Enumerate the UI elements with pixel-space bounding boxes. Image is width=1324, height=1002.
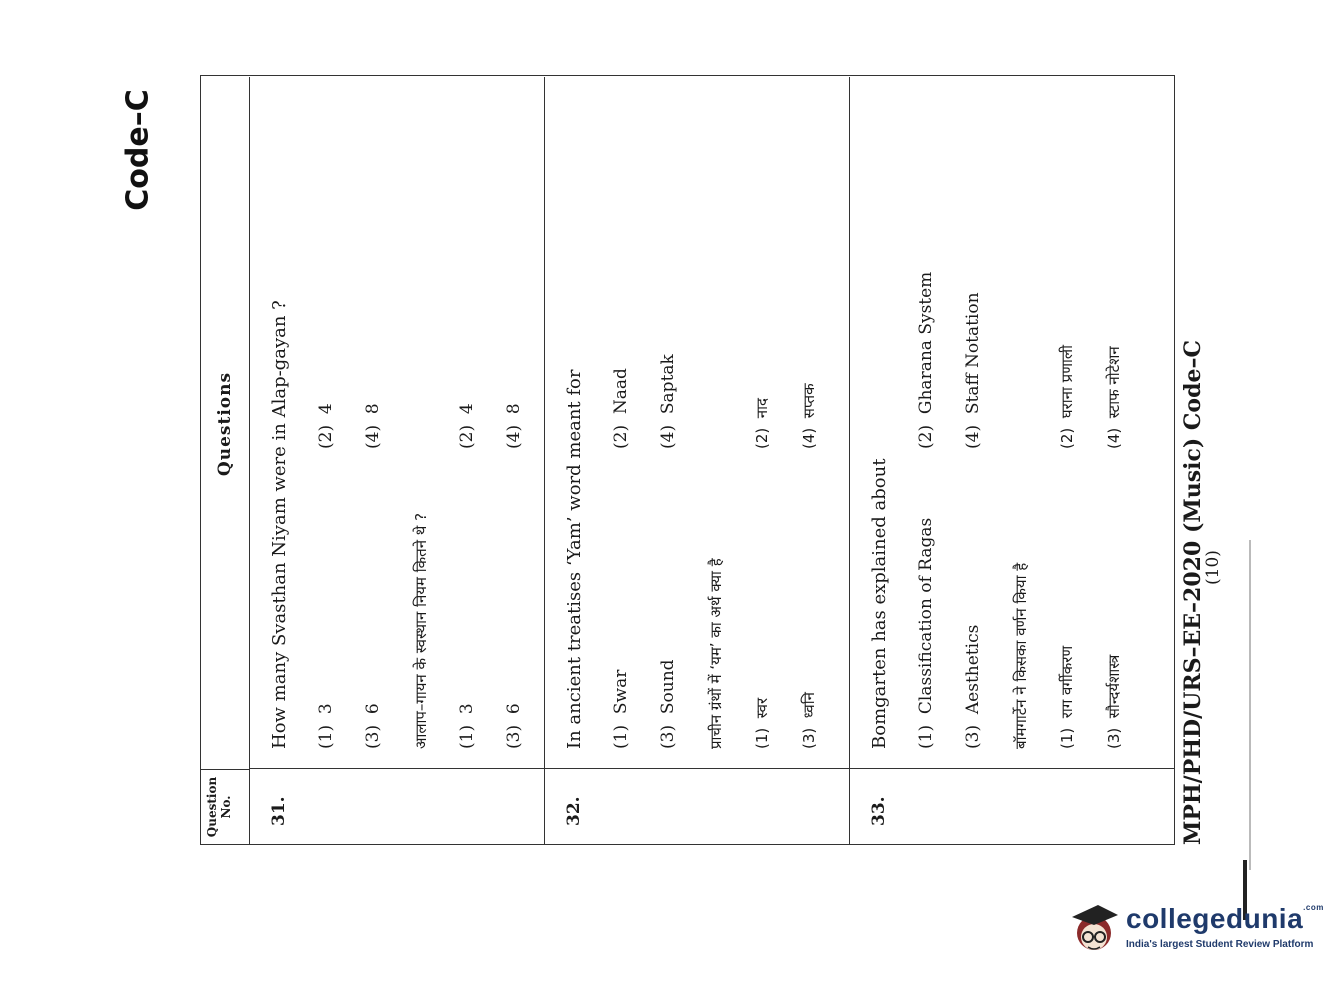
- option-text: राग वर्गीकरण: [1058, 645, 1076, 719]
- option-1: [611, 670, 631, 749]
- option-text: 3: [316, 703, 336, 715]
- option-2-hi: [752, 398, 772, 449]
- option-2: [316, 403, 336, 449]
- option-text: Staff Notation: [963, 292, 983, 415]
- option-text: Swar: [611, 669, 631, 715]
- option-text: नाद: [753, 398, 771, 419]
- option-number: (2): [316, 424, 336, 449]
- header-question-no: Question No.: [201, 769, 249, 844]
- option-4: [363, 403, 383, 449]
- question-number: 32.: [564, 796, 584, 826]
- question-row-31: [249, 77, 545, 844]
- option-number: (1): [457, 724, 477, 749]
- option-4-hi: [504, 403, 524, 449]
- option-text: सौन्दर्यशास्त्र: [1105, 654, 1123, 719]
- option-number: (3): [1105, 727, 1123, 749]
- table-header: [201, 77, 250, 844]
- question-number: 33.: [869, 796, 889, 826]
- option-3-hi: [1104, 655, 1124, 749]
- question-text-en: In ancient treatises ‘Yam’ word meant for: [564, 369, 585, 749]
- question-text-hi: प्राचीन ग्रंथों में ‘यम’ का अर्थ क्या है: [707, 558, 725, 749]
- option-number: (2): [457, 424, 477, 449]
- option-text: Classification of Ragas: [916, 517, 936, 715]
- option-text: Gharana System: [916, 271, 936, 415]
- option-text: ध्वनि: [800, 692, 818, 719]
- option-text: घराना प्रणाली: [1058, 345, 1076, 419]
- option-1-hi: [752, 698, 772, 749]
- option-4-hi: [1104, 346, 1124, 449]
- option-text: 8: [504, 403, 524, 415]
- option-3: [363, 703, 383, 749]
- logo-tagline: India's largest Student Review Platform: [1126, 939, 1314, 950]
- option-number: (3): [800, 727, 818, 749]
- option-2: [916, 272, 936, 449]
- option-1-hi: [1057, 646, 1077, 749]
- option-text: 4: [457, 403, 477, 415]
- option-1: [916, 518, 936, 749]
- collegedunia-logo: [1068, 895, 1324, 965]
- option-number: (4): [800, 427, 818, 449]
- option-number: (2): [753, 427, 771, 449]
- option-number: (4): [363, 424, 383, 449]
- option-3-hi: [799, 692, 819, 749]
- question-number: 31.: [269, 796, 289, 826]
- mascot-icon: [1068, 899, 1120, 955]
- option-4-hi: [799, 383, 819, 449]
- option-text: सप्तक: [800, 383, 818, 419]
- option-text: Aesthetics: [963, 624, 983, 715]
- page-number: (10): [1203, 550, 1223, 585]
- option-number: (1): [611, 724, 631, 749]
- option-text: Saptak: [658, 354, 678, 415]
- option-number: (3): [504, 724, 524, 749]
- logo-wordmark: collegedunia$^{.com}$: [1126, 903, 1324, 934]
- question-sheet: [200, 75, 1223, 845]
- option-number: (1): [1058, 727, 1076, 749]
- question-text-en: How many Svasthan Niyam were in Alap-gayan ?: [269, 300, 290, 749]
- page-footer: MPH/PHD/URS–EE–2020 (Music) Code–C: [1180, 340, 1206, 845]
- question-text-hi: आलाप–गायन के स्वस्थान नियम कितने थे ?: [412, 512, 430, 749]
- option-number: (3): [963, 724, 983, 749]
- question-text-hi: बॉमगार्टेन ने किसका वर्णन किया है: [1012, 562, 1030, 749]
- option-3: [963, 625, 983, 749]
- question-row-33: [849, 77, 1174, 844]
- option-1: [316, 703, 336, 749]
- option-text: 6: [504, 703, 524, 715]
- option-number: (2): [916, 424, 936, 449]
- option-number: (2): [611, 424, 631, 449]
- option-text: स्टाफ नोटेशन: [1105, 346, 1123, 419]
- option-3: [658, 659, 678, 749]
- scan-edge-line: [1249, 540, 1251, 870]
- header-questions: Questions: [215, 371, 235, 477]
- option-number: (1): [316, 724, 336, 749]
- option-number: (3): [363, 724, 383, 749]
- code-label: Code–C: [120, 89, 156, 211]
- option-2: [611, 368, 631, 449]
- option-number: (2): [1058, 427, 1076, 449]
- option-number: (1): [916, 724, 936, 749]
- option-number: (4): [504, 424, 524, 449]
- option-number: (4): [1105, 427, 1123, 449]
- option-2-hi: [1057, 345, 1077, 449]
- option-text: 4: [316, 403, 336, 415]
- option-number: (4): [658, 424, 678, 449]
- option-number: (4): [963, 424, 983, 449]
- option-text: 6: [363, 703, 383, 715]
- question-body: [869, 89, 1151, 749]
- question-body: [564, 89, 846, 749]
- option-1-hi: [457, 703, 477, 749]
- option-text: Naad: [611, 368, 631, 415]
- option-2-hi: [457, 403, 477, 449]
- option-4: [658, 354, 678, 449]
- question-row-32: [544, 77, 850, 844]
- option-text: 8: [363, 403, 383, 415]
- option-4: [963, 292, 983, 449]
- option-number: (3): [658, 724, 678, 749]
- question-table: [200, 75, 1175, 845]
- question-text-en: Bomgarten has explained about: [869, 458, 890, 749]
- option-text: 3: [457, 703, 477, 715]
- option-text: स्वर: [753, 697, 771, 719]
- option-number: (1): [753, 727, 771, 749]
- option-text: Sound: [658, 659, 678, 715]
- option-3-hi: [504, 703, 524, 749]
- question-body: [269, 89, 551, 749]
